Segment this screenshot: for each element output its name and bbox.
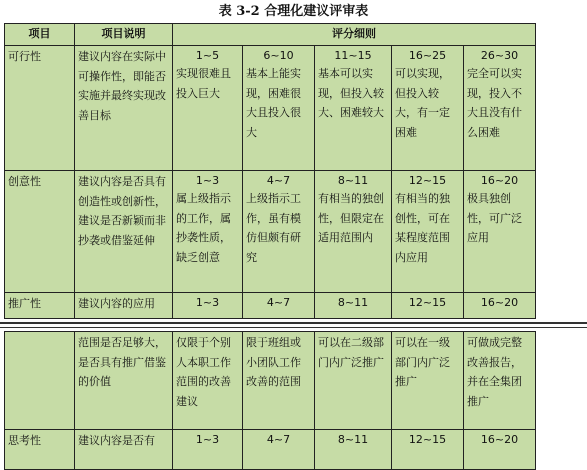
criteria-cell <box>173 430 243 470</box>
score-range: 1~5 <box>195 49 220 62</box>
row-desc-cell: 建议内容是否具有创造性或创新性，建议是否新颖而非抄袭或借鉴延伸 <box>75 171 173 293</box>
criteria-text: 基本可以实现，但投入较大、困难较大 <box>318 67 384 119</box>
criteria-text: 实现很难且投入巨大 <box>176 67 231 100</box>
row-item-cell <box>5 332 75 430</box>
criteria-text: 极具独创性，可广泛应用 <box>467 192 522 244</box>
criteria-cell <box>243 171 315 293</box>
score-range: 8~11 <box>337 174 369 187</box>
score-range: 26~30 <box>480 49 519 62</box>
criteria-text: 有相当的独创性，但限定在适用范围内 <box>318 192 384 244</box>
row-item-cell: 推广性 <box>5 293 75 319</box>
criteria-cell <box>392 171 464 293</box>
score-range: 4~7 <box>266 433 291 446</box>
score-range: 4~7 <box>266 174 291 187</box>
score-range: 16~20 <box>480 296 519 309</box>
row-desc-cell: 范围是否足够大，是否具有推广借鉴的价值 <box>75 332 173 430</box>
table-title: 表 3-2 合理化建议评审表 <box>218 4 369 19</box>
criteria-cell <box>315 46 392 171</box>
criteria-cell <box>173 332 243 430</box>
row-item-cell: 可行性 <box>5 46 75 171</box>
criteria-cell <box>315 293 392 319</box>
score-range: 12~15 <box>408 433 447 446</box>
criteria-cell <box>392 332 464 430</box>
score-range: 1~3 <box>195 174 220 187</box>
criteria-cell <box>243 332 315 430</box>
score-range: 12~15 <box>408 174 447 187</box>
score-range: 1~3 <box>195 433 220 446</box>
score-range: 11~15 <box>334 49 372 62</box>
criteria-cell <box>243 430 315 470</box>
evaluation-table-continued <box>4 331 536 470</box>
row-desc-cell: 建议内容是否有 <box>75 430 173 470</box>
row-desc-cell: 建议内容的应用 <box>75 293 173 319</box>
header-desc: 项目说明 <box>75 24 173 46</box>
score-range: 16~25 <box>408 49 447 62</box>
criteria-cell <box>173 293 243 319</box>
score-range: 16~20 <box>480 174 519 187</box>
criteria-text: 可以实现，但投入较大，有一定困难 <box>395 67 450 139</box>
criteria-cell <box>173 171 243 293</box>
score-range: 8~11 <box>337 433 369 446</box>
criteria-cell <box>243 46 315 171</box>
criteria-cell <box>464 46 536 171</box>
criteria-cell <box>464 171 536 293</box>
criteria-text: 属上级指示的工作，属抄袭性质，缺乏创意 <box>176 192 231 264</box>
criteria-text: 有相当的独创性，可在某程度范围内应用 <box>395 192 450 264</box>
header-criteria: 评分细则 <box>173 24 536 46</box>
criteria-text: 基本上能实现，困难很大且投入很大 <box>246 67 301 139</box>
criteria-cell <box>464 430 536 470</box>
row-item-cell: 思考性 <box>5 430 75 470</box>
criteria-cell <box>464 293 536 319</box>
criteria-cell <box>243 293 315 319</box>
criteria-cell <box>392 430 464 470</box>
row-item-cell: 创意性 <box>5 171 75 293</box>
criteria-cell <box>173 46 243 171</box>
criteria-text: 可做成完整改善报告，并在全集团推广 <box>467 336 522 408</box>
row-desc-cell: 建议内容在实际中可操作性，即能否实施并最终实现改善目标 <box>75 46 173 171</box>
criteria-cell <box>315 430 392 470</box>
evaluation-table <box>4 23 536 319</box>
page-break-separator <box>0 322 587 328</box>
score-range: 12~15 <box>408 296 447 309</box>
score-range: 6~10 <box>263 49 294 62</box>
criteria-text: 上级指示工作，虽有模仿但颇有研究 <box>246 192 301 264</box>
criteria-text: 完全可以实现，投入不大且没有什么困难 <box>467 67 522 139</box>
criteria-cell <box>392 46 464 171</box>
score-range: 1~3 <box>195 296 220 309</box>
criteria-text: 可以在一级部门内广泛推广 <box>395 336 450 388</box>
criteria-text: 仅限于个别人本职工作范围的改善建议 <box>176 336 231 408</box>
header-item: 项目 <box>5 24 75 46</box>
score-range: 4~7 <box>266 296 291 309</box>
score-range: 16~20 <box>480 433 519 446</box>
criteria-cell <box>464 332 536 430</box>
criteria-text: 可以在二级部门内广泛推广 <box>318 336 384 369</box>
score-range: 8~11 <box>337 296 369 309</box>
criteria-text: 限于班组或小团队工作改善的范围 <box>246 336 301 388</box>
criteria-cell <box>315 332 392 430</box>
criteria-cell <box>392 293 464 319</box>
criteria-cell <box>315 171 392 293</box>
